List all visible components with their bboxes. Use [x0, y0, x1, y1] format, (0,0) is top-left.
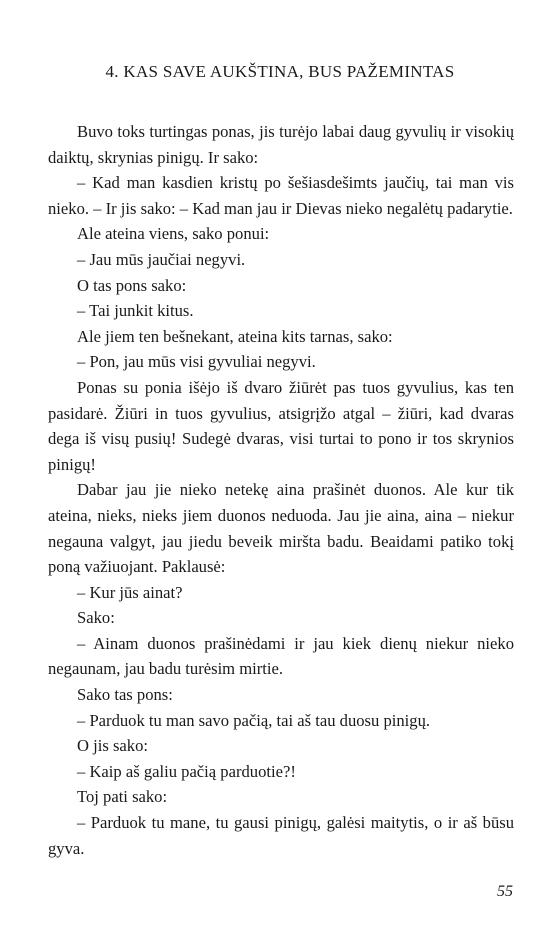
paragraph: – Parduok tu man savo pačią, tai aš tau duosu pinigų. — [77, 710, 431, 730]
paragraph: – Kad man kasdien kristų po šešiasdešimts jaučių, tai man vis nieko. – Ir jis sako: – Kad man jau ir Dievas nieko negalėtų padarytie. — [48, 173, 514, 218]
paragraph: – Pon, jau mūs visi gyvuliai negyvi. — [77, 352, 316, 372]
paragraph: – Kur jūs ainat? — [77, 582, 183, 602]
paragraph: Sako: — [77, 608, 115, 628]
paragraph: Sako tas pons: — [77, 685, 173, 705]
paragraph: Ponas su ponia išėjo iš dvaro žiūrėt pas tuos gyvulius, kas ten pasidarė. Žiūri in tuos gyvulius, atsigrįžo atgal – žiūri, kad dvaras dega iš visų pusių! Sudegė dvaras, visi turtai to pono ir tos skrynios pinigų! — [48, 377, 514, 474]
paragraph: Dabar jau jie nieko netekę aina prašinėt duonos. Ale kur tik ateina, nieks, nieks jiem duonos neduoda. Jau jie aina, aina – niekur negauna valgyt, jau jiedu beveik miršta badu. Beaidami patiko tokį poną važiuojant. Paklausė: — [48, 480, 514, 577]
paragraph: – Jau mūs jaučiai negyvi. — [77, 249, 246, 269]
paragraph: O jis sako: — [77, 736, 148, 756]
paragraph: O tas pons sako: — [77, 275, 187, 295]
paragraph: – Kaip aš galiu pačią parduotie?! — [77, 761, 296, 781]
paragraph: Toj pati sako: — [77, 787, 168, 807]
page-number: 55 — [497, 883, 513, 900]
paragraph: – Ainam duonos prašinėdami ir jau kiek dienų niekur nieko negaunam, jau badu turėsim mirtie. — [48, 633, 514, 679]
paragraph: Ale ateina viens, sako ponui: — [77, 224, 270, 244]
paragraph: – Tai junkit kitus. — [77, 301, 194, 321]
paragraph: Ale jiem ten bešnekant, ateina kits tarnas, sako: — [77, 326, 393, 346]
paragraph: – Parduok tu mane, tu gausi pinigų, galėsi maitytis, o ir aš būsu gyva. — [48, 813, 514, 858]
story-text — [48, 119, 514, 861]
chapter-title: 4. KAS SAVE AUKŠTINA, BUS PAŽEMINTAS — [105, 62, 455, 81]
paragraph: Buvo toks turtingas ponas, jis turėjo labai daug gyvulių ir visokių daiktų, skrynias pinigų. Ir sako: — [48, 122, 514, 167]
